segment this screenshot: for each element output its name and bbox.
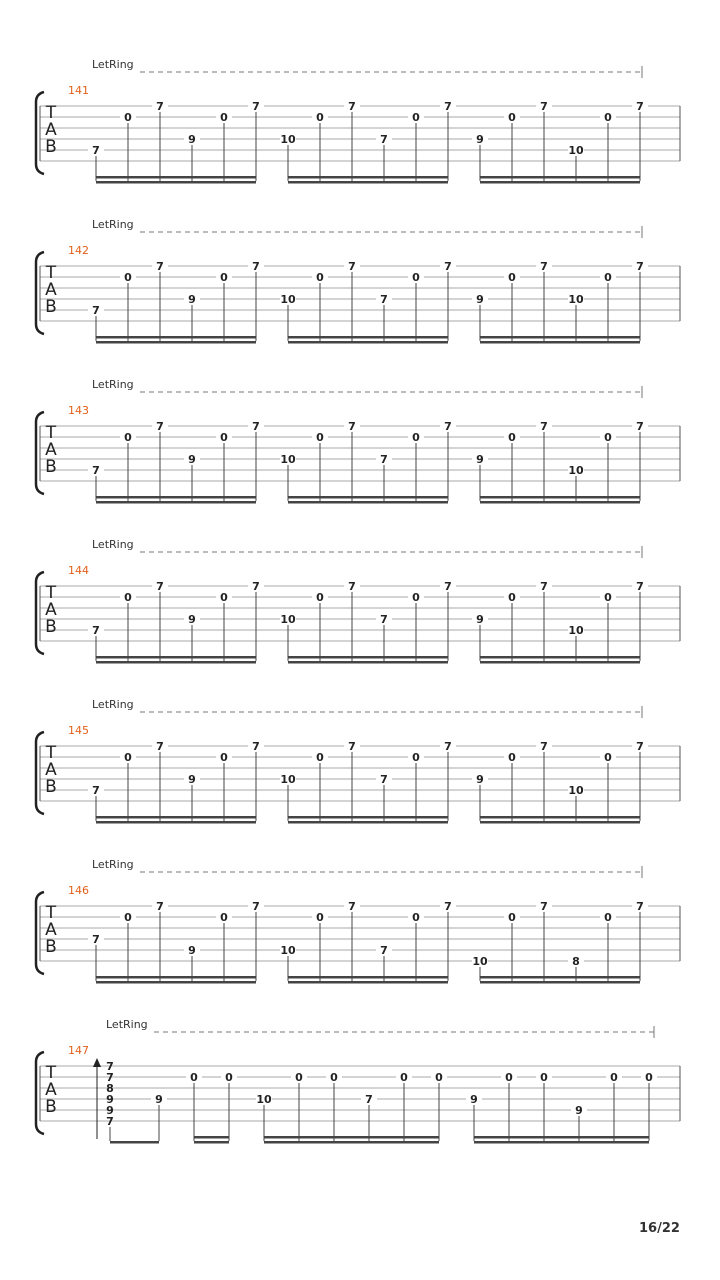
letring-label: LetRing <box>92 218 134 231</box>
fret-number: 0 <box>400 1071 408 1084</box>
fret-number: 7 <box>156 100 164 113</box>
fret-number: 9 <box>188 133 196 146</box>
fret-number: 10 <box>568 624 584 637</box>
tab-system <box>36 218 680 344</box>
beam <box>288 336 448 339</box>
tab-clef-letter: T <box>45 1063 57 1083</box>
chord-fret-number: 7 <box>106 1060 114 1073</box>
fret-number: 10 <box>568 144 584 157</box>
fret-number: 9 <box>188 613 196 626</box>
fret-number: 9 <box>470 1093 478 1106</box>
letring-label: LetRing <box>92 698 134 711</box>
beam <box>288 496 448 499</box>
tab-clef-letter: A <box>45 440 57 460</box>
arpeggio-arrow <box>93 1058 101 1067</box>
fret-number: 7 <box>444 100 452 113</box>
fret-number: 7 <box>636 740 644 753</box>
tab-system <box>36 698 680 824</box>
beam <box>288 176 448 179</box>
beam <box>480 341 640 344</box>
fret-number: 7 <box>92 933 100 946</box>
beam <box>96 181 256 184</box>
tab-clef-letter: A <box>45 280 57 300</box>
fret-number: 9 <box>575 1104 583 1117</box>
fret-number: 0 <box>412 111 420 124</box>
tab-clef-letter: T <box>45 583 57 603</box>
fret-number: 7 <box>348 900 356 913</box>
fret-number: 7 <box>348 420 356 433</box>
fret-number: 7 <box>444 900 452 913</box>
tab-clef-letter: T <box>45 903 57 923</box>
fret-number: 0 <box>330 1071 338 1084</box>
fret-number: 10 <box>568 293 584 306</box>
fret-number: 0 <box>604 911 612 924</box>
tab-clef-letter: B <box>45 617 57 637</box>
fret-number: 7 <box>156 580 164 593</box>
fret-number: 9 <box>188 944 196 957</box>
fret-number: 0 <box>604 591 612 604</box>
beam <box>480 661 640 664</box>
fret-number: 9 <box>188 773 196 786</box>
beam <box>96 656 256 659</box>
beam <box>96 981 256 984</box>
beam <box>288 981 448 984</box>
beam <box>480 496 640 499</box>
beam <box>96 501 256 504</box>
chord-fret-number: 8 <box>106 1082 114 1095</box>
fret-number: 0 <box>220 911 228 924</box>
fret-number: 7 <box>156 740 164 753</box>
fret-number: 7 <box>444 580 452 593</box>
fret-number: 9 <box>476 613 484 626</box>
fret-number: 0 <box>412 591 420 604</box>
fret-number: 7 <box>252 100 260 113</box>
beam <box>194 1141 229 1144</box>
fret-number: 0 <box>435 1071 443 1084</box>
fret-number: 10 <box>280 773 296 786</box>
fret-number: 0 <box>316 111 324 124</box>
beam <box>96 816 256 819</box>
measure-number: 146 <box>68 884 89 897</box>
fret-number: 9 <box>155 1093 163 1106</box>
fret-number: 7 <box>156 260 164 273</box>
fret-number: 7 <box>540 740 548 753</box>
tab-clef-letter: T <box>45 743 57 763</box>
letring-label: LetRing <box>92 378 134 391</box>
tab-clef-letter: T <box>45 103 57 123</box>
chord-fret-number: 9 <box>106 1093 114 1106</box>
fret-number: 0 <box>190 1071 198 1084</box>
tab-system <box>36 58 680 184</box>
beam <box>288 661 448 664</box>
tab-system <box>36 1018 680 1144</box>
beam <box>480 656 640 659</box>
fret-number: 7 <box>444 420 452 433</box>
tab-system <box>36 858 680 984</box>
tab-clef-letter: A <box>45 920 57 940</box>
measure-number: 144 <box>68 564 89 577</box>
tab-clef-letter: B <box>45 297 57 317</box>
fret-number: 0 <box>124 111 132 124</box>
beam <box>288 501 448 504</box>
beam <box>480 976 640 979</box>
fret-number: 7 <box>540 100 548 113</box>
fret-number: 7 <box>380 293 388 306</box>
fret-number: 7 <box>92 784 100 797</box>
beam <box>110 1141 159 1144</box>
fret-number: 0 <box>412 431 420 444</box>
chord-fret-number: 7 <box>106 1115 114 1128</box>
fret-number: 7 <box>540 580 548 593</box>
tab-clef-letter: B <box>45 1097 57 1117</box>
fret-number: 7 <box>444 260 452 273</box>
fret-number: 9 <box>476 133 484 146</box>
fret-number: 0 <box>124 911 132 924</box>
beam <box>288 341 448 344</box>
fret-number: 9 <box>476 293 484 306</box>
tab-clef-letter: T <box>45 423 57 443</box>
fret-number: 7 <box>636 420 644 433</box>
fret-number: 7 <box>365 1093 373 1106</box>
fret-number: 7 <box>380 613 388 626</box>
beam <box>480 176 640 179</box>
fret-number: 10 <box>568 784 584 797</box>
fret-number: 7 <box>252 580 260 593</box>
fret-number: 0 <box>124 431 132 444</box>
fret-number: 7 <box>636 260 644 273</box>
tab-clef-letter: B <box>45 137 57 157</box>
fret-number: 0 <box>220 751 228 764</box>
fret-number: 0 <box>508 751 516 764</box>
beam <box>480 181 640 184</box>
measure-number: 141 <box>68 84 89 97</box>
fret-number: 9 <box>476 773 484 786</box>
fret-number: 7 <box>156 420 164 433</box>
fret-number: 0 <box>316 591 324 604</box>
fret-number: 0 <box>412 271 420 284</box>
fret-number: 10 <box>280 133 296 146</box>
fret-number: 10 <box>256 1093 272 1106</box>
tab-system <box>36 538 680 664</box>
tab-system <box>36 378 680 504</box>
fret-number: 7 <box>348 740 356 753</box>
fret-number: 7 <box>636 100 644 113</box>
beam <box>480 336 640 339</box>
fret-number: 7 <box>540 900 548 913</box>
tab-clef-letter: A <box>45 120 57 140</box>
fret-number: 0 <box>508 591 516 604</box>
measure-number: 142 <box>68 244 89 257</box>
beam <box>96 341 256 344</box>
fret-number: 9 <box>476 453 484 466</box>
beam <box>288 181 448 184</box>
letring-label: LetRing <box>92 858 134 871</box>
fret-number: 0 <box>508 431 516 444</box>
fret-number: 0 <box>604 751 612 764</box>
fret-number: 8 <box>572 955 580 968</box>
beam <box>474 1141 649 1144</box>
fret-number: 0 <box>508 271 516 284</box>
letring-label: LetRing <box>92 538 134 551</box>
fret-number: 10 <box>280 453 296 466</box>
fret-number: 7 <box>444 740 452 753</box>
fret-number: 7 <box>252 420 260 433</box>
measure-number: 145 <box>68 724 89 737</box>
fret-number: 7 <box>252 260 260 273</box>
fret-number: 0 <box>316 431 324 444</box>
fret-number: 9 <box>188 453 196 466</box>
fret-number: 0 <box>225 1071 233 1084</box>
tab-clef-letter: B <box>45 777 57 797</box>
beam <box>480 501 640 504</box>
fret-number: 10 <box>568 464 584 477</box>
fret-number: 7 <box>540 420 548 433</box>
fret-number: 10 <box>280 613 296 626</box>
fret-number: 7 <box>156 900 164 913</box>
fret-number: 0 <box>220 111 228 124</box>
fret-number: 7 <box>636 580 644 593</box>
beam <box>288 821 448 824</box>
fret-number: 7 <box>380 453 388 466</box>
beam <box>480 816 640 819</box>
tab-clef-letter: T <box>45 263 57 283</box>
tab-clef-letter: A <box>45 1080 57 1100</box>
fret-number: 0 <box>610 1071 618 1084</box>
fret-number: 7 <box>348 100 356 113</box>
tab-clef-letter: A <box>45 760 57 780</box>
fret-number: 7 <box>348 580 356 593</box>
measure-number: 143 <box>68 404 89 417</box>
fret-number: 7 <box>252 740 260 753</box>
beam <box>288 816 448 819</box>
fret-number: 0 <box>220 591 228 604</box>
fret-number: 7 <box>252 900 260 913</box>
chord-fret-number: 7 <box>106 1071 114 1084</box>
fret-number: 0 <box>540 1071 548 1084</box>
fret-number: 7 <box>380 133 388 146</box>
beam <box>264 1141 439 1144</box>
fret-number: 7 <box>92 464 100 477</box>
tab-clef-letter: B <box>45 457 57 477</box>
beam <box>96 336 256 339</box>
fret-number: 0 <box>412 911 420 924</box>
letring-label: LetRing <box>92 58 134 71</box>
measure-number: 147 <box>68 1044 89 1057</box>
page-number: 16/22 <box>639 1221 680 1236</box>
fret-number: 0 <box>645 1071 653 1084</box>
fret-number: 0 <box>604 271 612 284</box>
beam <box>480 821 640 824</box>
beam <box>96 176 256 179</box>
beam <box>96 821 256 824</box>
fret-number: 0 <box>220 271 228 284</box>
tab-clef-letter: A <box>45 600 57 620</box>
fret-number: 7 <box>92 304 100 317</box>
fret-number: 7 <box>348 260 356 273</box>
fret-number: 0 <box>316 271 324 284</box>
fret-number: 0 <box>124 271 132 284</box>
fret-number: 7 <box>380 773 388 786</box>
fret-number: 0 <box>124 591 132 604</box>
beam <box>288 976 448 979</box>
fret-number: 0 <box>508 911 516 924</box>
beam <box>96 661 256 664</box>
fret-number: 0 <box>316 911 324 924</box>
fret-number: 0 <box>316 751 324 764</box>
beam <box>474 1136 649 1139</box>
fret-number: 7 <box>380 944 388 957</box>
chord-fret-number: 9 <box>106 1104 114 1117</box>
beam <box>96 496 256 499</box>
fret-number: 0 <box>604 111 612 124</box>
fret-number: 0 <box>508 111 516 124</box>
fret-number: 7 <box>92 624 100 637</box>
letring-label: LetRing <box>106 1018 148 1031</box>
fret-number: 0 <box>505 1071 513 1084</box>
fret-number: 10 <box>472 955 488 968</box>
fret-number: 0 <box>295 1071 303 1084</box>
fret-number: 9 <box>188 293 196 306</box>
beam <box>96 976 256 979</box>
fret-number: 10 <box>280 944 296 957</box>
fret-number: 0 <box>124 751 132 764</box>
fret-number: 0 <box>604 431 612 444</box>
fret-number: 7 <box>92 144 100 157</box>
beam <box>480 981 640 984</box>
fret-number: 0 <box>412 751 420 764</box>
fret-number: 0 <box>220 431 228 444</box>
fret-number: 7 <box>636 900 644 913</box>
fret-number: 10 <box>280 293 296 306</box>
tab-clef-letter: B <box>45 937 57 957</box>
fret-number: 7 <box>540 260 548 273</box>
beam <box>194 1136 229 1139</box>
beam <box>264 1136 439 1139</box>
beam <box>288 656 448 659</box>
